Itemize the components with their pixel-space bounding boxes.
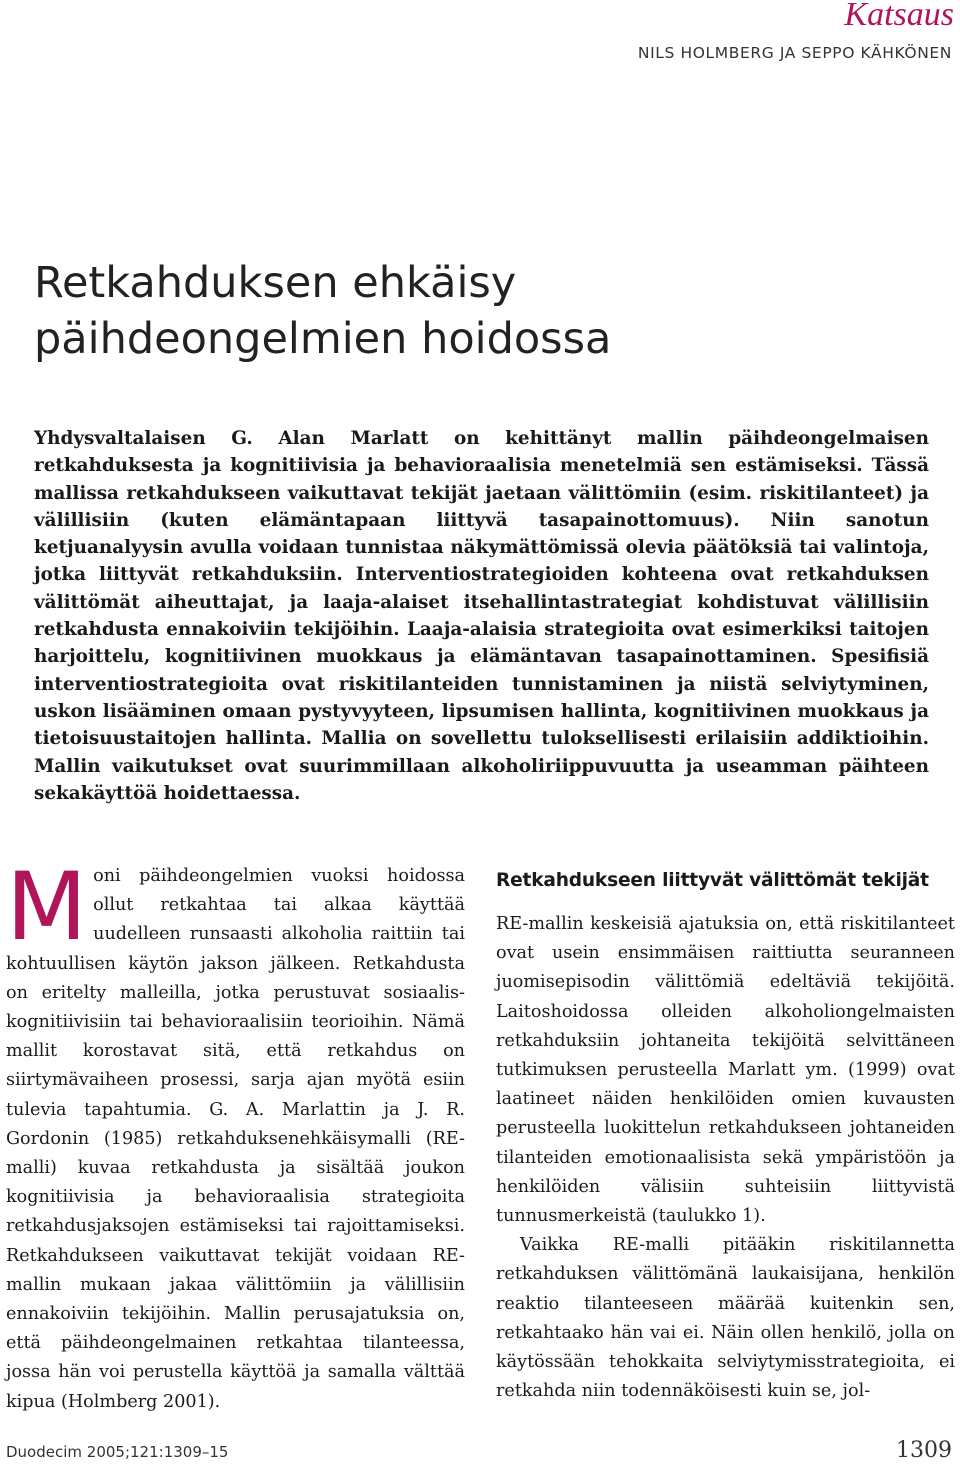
section-label: Katsaus [844, 0, 954, 33]
body-paragraph-2: Vaikka RE-malli pitääkin riskitilannetta retkahduksen välittömänä laukaisijana, henkilön reaktio tilanteeseen määrää kuitenkin sen, retkahtaako hän vai ei. Näin ollen henkilö, jolla on käytössään tehokkaita selviytymisstrategioita, ei retkahda niin todennäköisesti kuin se, jol- [496, 1235, 955, 1402]
dropcap: M [6, 853, 88, 962]
authors: NILS HOLMBERG JA SEPPO KÄHKÖNEN [637, 44, 952, 62]
footer-journal: Duodecim 2005;121:1309–15 [6, 1443, 229, 1461]
abstract: Yhdysvaltalaisen G. Alan Marlatt on kehittänyt mallin päihdeongelmaisen retkahduksesta ja kognitiivisia ja behavioraalisia menetelmiä sen estämiseksi. Tässä mallissa retkahdukseen vaikuttavat tekijät jaetaan välittömiin (esim. riskitilanteet) ja välillisiin (kuten elämäntapaan liittyvä tasapainottomuus). Niin sanotun ketjuanalyysin avulla voidaan tunnistaa näkymättömissä olevia päätöksiä tai valintoja, jotka liittyvät retkahduksiin. Interventiostrategioiden kohteena ovat retkahduksen välittömät aiheuttajat, ja laaja-alaiset itsehallintastrategiat kohdistuvat välillisiin retkahdusta ennakoiviin tekijöihin. Laaja-alaisia strategioita ovat esimerkiksi taitojen harjoittelu, kognitiivinen muokkaus ja elämäntavan tasapainottaminen. Spesifisiä interventiostrategioita ovat riskitilanteiden tunnistaminen ja niistä selviytyminen, uskon lisääminen omaan pystyvyyteen, lipsumisen hallinta, kognitiivinen muokkaus ja tietoisuustaitojen hallinta. Mallia on sovellettu tuloksellisesti erilaisiin addiktioihin. Mallin vaikutukset ovat suurimmillaan alkoholiriippuvuutta ja useamman päihteen sekakäyttöä hoidettaessa. [34, 428, 929, 804]
article-title [34, 255, 914, 367]
left-column [6, 853, 465, 1417]
intro-paragraph: oni päihdeongelmien vuoksi hoidossa ollut retkahtaa tai alkaa käyttää uudelleen runsaasti alkoholia raittiin tai kohtuullisen käytön jakson jälkeen. Retkahdusta on eritelty malleilla, jotka perustuvat sosiaalis-kognitiivisiin tai behavioraalisiin teorioihin. Nämä mallit korostavat sitä, että retkahdus on siirtymävaiheen prosessi, sarja ajan myötä esiin tulevia tapahtumia. G. A. Marlattin ja J. R. Gordonin (1985) retkahduksenehkäisymalli (RE-malli) kuvaa retkahdusta ja sisältää joukon kognitiivisia ja behavioraalisia strategioita retkahdusjaksojen estämiseksi tai rajoittamiseksi. Retkahdukseen vaikuttavat tekijät voidaan RE-mallin mukaan jakaa välittömiin ja välillisiin ennakoiviin tekijöihin. Mallin perusajatuksia on, että päihdeongelmainen retkahtaa tilanteessa, jossa hän voi perustella käyttöä ja samalla välttää kipua (Holmberg 2001). [6, 866, 465, 1412]
title-line-2: päihdeongelmien hoidossa [34, 314, 612, 364]
section-heading: Retkahdukseen liittyvät välittömät tekijät [496, 870, 929, 891]
right-column [496, 870, 955, 1406]
page-number: 1309 [896, 1438, 952, 1463]
title-line-1: Retkahduksen ehkäisy [34, 258, 517, 308]
body-paragraph-1: RE-mallin keskeisiä ajatuksia on, että riskitilanteet ovat usein ensimmäisen raittiutta seuranneen juomisepisodin välittömiä edeltäviä tekijöitä. Laitoshoidossa olleiden alkoholiongelmaisten retkahduksiin johtaneita tekijöitä selvittäneen tutkimuksen perusteella Marlatt ym. (1999) ovat laatineet näiden henkilöiden omien kuvausten perusteella luokittelun retkahdukseen johtaneiden tilanteiden emotionaalisista sekä ympäristöön ja henkilöiden välisiin suhteisiin liittyvistä tunnusmerkeistä (taulukko 1). [496, 914, 955, 1227]
